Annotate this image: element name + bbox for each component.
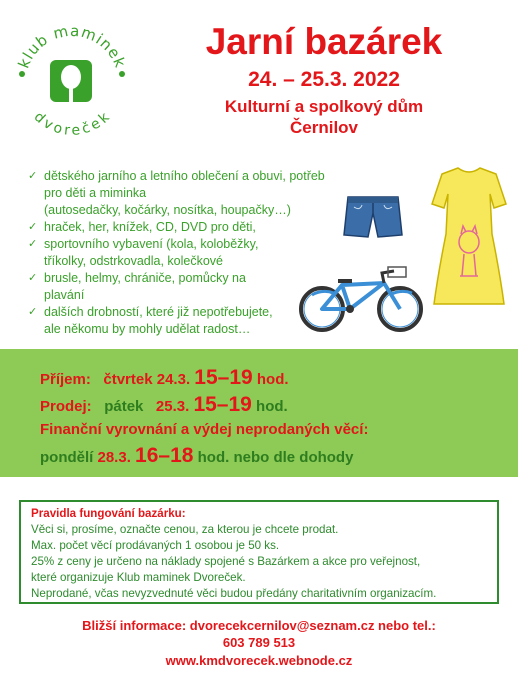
event-venue [138,96,510,138]
list-item: ✓ brusle, helmy, chrániče, pomůcky na plavání [28,271,246,302]
item-list [28,168,328,338]
list-item: ✓ dětského jarního a letního oblečení a obuvi, potřeb pro děti a miminka (autosedačky, kočárky, nosítka, houpačky…) [28,169,325,217]
list-item: ✓ dalších drobností, které již nepotřebujete, ale někomu by mohly udělat radost… [28,305,273,336]
rules-line: 25% z ceny je určeno na náklady spojené s Bazárkem a akce pro veřejnost, [31,555,421,568]
logo-text-top: klub maminek [14,21,130,71]
bicycle-illustration [298,263,426,335]
logo-text-bottom: dvoreček [30,108,114,139]
settlement-title: Finanční vyrovnání a výdej neprodaných věcí: [40,421,369,438]
rules-box [19,500,499,604]
contact-info: Bližší informace: dvorecekcernilov@seznam.cz nebo tel.: [82,618,436,633]
checkmark-icon: ✓ [28,272,38,284]
tree-trunk-icon [69,85,73,102]
checkmark-icon: ✓ [28,238,38,250]
event-date: 24. – 25.3. 2022 [248,68,400,91]
settlement-row: pondělí 28.3. 16–18 hod. nebo dle dohody [40,444,354,467]
logo-dot-right [119,71,125,77]
list-item: ✓ sportovního vybavení (kola, koloběžky, tříkolky, odstrkovadla, kolečkové [28,237,259,268]
phone-number: 603 789 513 [222,635,296,650]
rules-line: Neprodané, včas nevyzvednuté věci budou předány charitativním organizacím. [31,587,437,600]
rules-line: které organizuje Klub maminek Dvoreček. [31,571,246,584]
sale-row: Prodej: pátek 25.3. 15–19 hod. [40,393,288,416]
website-link[interactable]: www.kmdvorecek.webnode.cz [165,653,353,668]
checkmark-icon: ✓ [28,306,38,318]
venue-line-2: Černilov [289,118,359,137]
rules-title: Pravidla fungování bazárku: [31,507,186,520]
event-title: Jarní bazárek [205,21,443,62]
logo-dot-left [19,71,25,77]
svg-text:dvoreček [31,109,114,139]
rules-line: Max. počet věcí prodávaných 1 osobou je 50 ks. [31,539,280,552]
shorts-illustration [342,193,404,243]
venue-line-1: Kulturní a spolkový dům [224,97,424,116]
list-item: ✓ hraček, her, knížek, CD, DVD pro děti, [28,220,256,234]
intake-row: Příjem: čtvrtek 24.3. 15–19 hod. [40,366,289,389]
checkmark-icon: ✓ [28,221,38,233]
rules-line: Věci si, prosíme, označte cenou, za kterou je chcete prodat. [31,523,339,536]
club-logo [6,12,138,144]
checkmark-icon: ✓ [28,170,38,182]
dress-illustration [430,164,508,309]
